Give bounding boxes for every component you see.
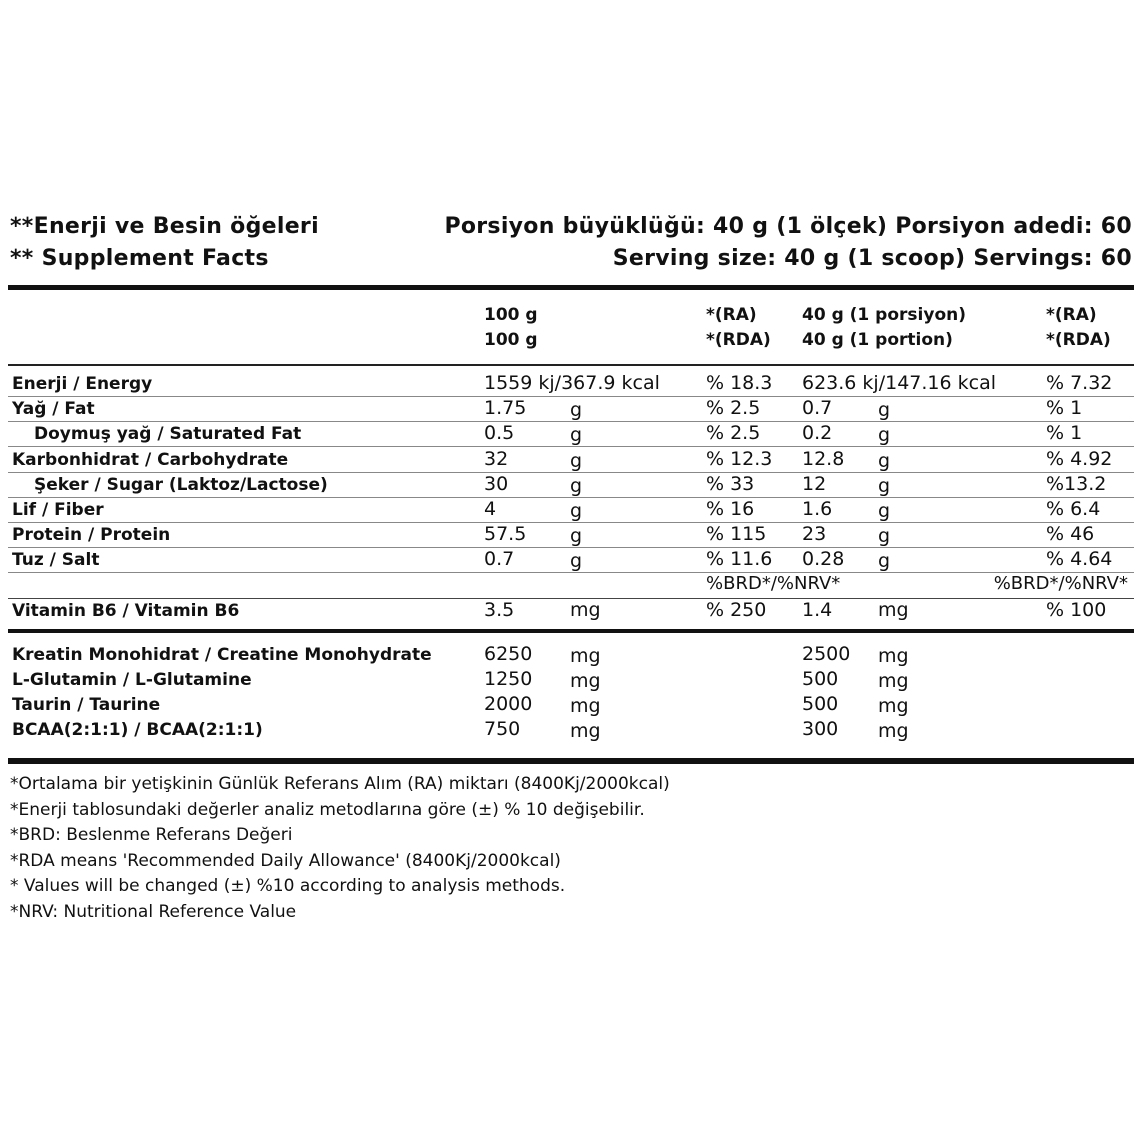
- nutrient-value-portion: 623.6 kj/147.16 kcal: [802, 372, 997, 394]
- nutrient-unit-portion: g: [878, 500, 891, 522]
- vitamin-ra-100g: % 250: [706, 599, 767, 621]
- row-divider: [8, 522, 1134, 523]
- nutrient-unit-portion: g: [878, 449, 891, 472]
- ingredient-unit-portion: mg: [878, 645, 909, 667]
- per100-en: 100 g: [484, 330, 538, 350]
- nutrient-label: Doymuş yağ / Saturated Fat: [34, 424, 302, 445]
- footnote-line: * Values will be changed (±) %10 according to analysis methods.: [10, 876, 566, 896]
- nutrient-ra-100g: % 18.3: [706, 372, 773, 394]
- nutrient-ra-100g: % 11.6: [706, 548, 773, 571]
- nutrient-unit-100g: g: [570, 525, 583, 548]
- nutrient-unit-100g: g: [570, 449, 583, 472]
- nutrient-unit-portion: g: [878, 474, 891, 497]
- nutrient-unit-100g: g: [570, 474, 583, 497]
- vitamin-unit-100g: mg: [570, 599, 601, 621]
- ingredient-unit-100g: mg: [570, 720, 601, 742]
- ingredient-value-portion: 300: [802, 718, 839, 740]
- nutrient-ra-100g: % 33: [706, 472, 755, 495]
- nutrient-value-portion: 1.6: [802, 498, 833, 520]
- nutrient-ra-100g: % 2.5: [706, 397, 761, 420]
- nrv-header-left: %BRD*/%NRV*: [706, 573, 841, 594]
- column-header-ra-portion: [1046, 303, 1111, 353]
- footnote-line: *Ortalama bir yetişkinin Günlük Referans Alım (RA) miktarı (8400Kj/2000kcal): [10, 774, 670, 794]
- ingredient-value-100g: 2000: [484, 693, 533, 715]
- column-header-ra: [706, 303, 771, 353]
- nutrient-unit-100g: g: [570, 424, 583, 447]
- ra2-en: *(RDA): [1046, 330, 1111, 350]
- portion-en: 40 g (1 portion): [802, 330, 953, 350]
- serving-info-en: Serving size: 40 g (1 scoop) Servings: 60: [612, 246, 1132, 271]
- nutrient-label: Protein / Protein: [12, 525, 171, 546]
- serving-info-tr: Porsiyon büyüklüğü: 40 g (1 ölçek) Porsiyon adedi: 60: [444, 214, 1132, 239]
- nutrient-ra-portion: % 1: [1046, 422, 1083, 445]
- ingredient-value-100g: 6250: [484, 643, 533, 665]
- ingredient-unit-portion: mg: [878, 720, 909, 742]
- row-divider: [8, 497, 1134, 498]
- footnote-line: *RDA means 'Recommended Daily Allowance' (8400Kj/2000kcal): [10, 850, 561, 871]
- vitamin-value-100g: 3.5: [484, 599, 515, 621]
- nutrient-unit-portion: g: [878, 399, 891, 422]
- ingredient-value-100g: 1250: [484, 668, 533, 690]
- title-en: ** Supplement Facts: [10, 246, 269, 271]
- nutrient-value-100g: 30: [484, 472, 509, 495]
- nutrient-ra-100g: % 2.5: [706, 422, 761, 445]
- nutrient-value-portion: 12: [802, 472, 827, 495]
- nutrient-label: Karbonhidrat / Carbohydrate: [12, 449, 289, 470]
- column-header-per100: [484, 303, 538, 353]
- nutrient-label: Tuz / Salt: [12, 550, 100, 571]
- footnote-line: *NRV: Nutritional Reference Value: [10, 901, 297, 922]
- vitamin-ra-portion: % 100: [1046, 599, 1107, 621]
- nutrient-unit-portion: g: [878, 550, 891, 573]
- vitamin-bottom-divider: [8, 629, 1134, 633]
- footnote-line: *Enerji tablosundaki değerler analiz metodlarına göre (±) % 10 değişebilir.: [10, 799, 645, 820]
- nutrient-value-100g: 0.7: [484, 548, 515, 571]
- nutrient-unit-100g: g: [570, 399, 583, 422]
- nutrient-value-100g: 0.5: [484, 422, 515, 445]
- nutrient-value-100g: 1.75: [484, 397, 527, 420]
- table-bottom-divider: [8, 758, 1134, 764]
- row-divider: [8, 446, 1134, 447]
- nutrient-label: Enerji / Energy: [12, 374, 153, 394]
- column-header-divider: [8, 364, 1134, 366]
- nutrient-ra-portion: % 7.32: [1046, 372, 1113, 394]
- footnote-line: *BRD: Beslenme Referans Değeri: [10, 825, 293, 845]
- row-divider: [8, 396, 1134, 397]
- nutrient-label: Lif / Fiber: [12, 500, 104, 520]
- nutrient-ra-portion: % 46: [1046, 523, 1095, 546]
- ingredient-label: Taurin / Taurine: [12, 695, 161, 715]
- nrv-header-right: %BRD*/%NRV*: [993, 573, 1128, 594]
- ingredient-label: BCAA(2:1:1) / BCAA(2:1:1): [12, 720, 263, 740]
- ingredient-unit-portion: mg: [878, 670, 909, 692]
- row-divider: [8, 421, 1134, 422]
- ingredient-label: L-Glutamin / L-Glutamine: [12, 670, 252, 690]
- nutrient-ra-portion: % 6.4: [1046, 498, 1101, 520]
- nutrient-value-100g: 57.5: [484, 523, 527, 546]
- ingredient-unit-100g: mg: [570, 645, 601, 667]
- vitamin-unit-portion: mg: [878, 599, 909, 621]
- nutrient-unit-100g: g: [570, 550, 583, 573]
- nutrient-value-100g: 4: [484, 498, 497, 520]
- ingredient-unit-100g: mg: [570, 670, 601, 692]
- nutrient-unit-portion: g: [878, 525, 891, 548]
- vitamin-value-portion: 1.4: [802, 599, 833, 621]
- nutrient-ra-100g: % 115: [706, 523, 767, 546]
- nutrient-value-portion: 23: [802, 523, 827, 546]
- row-divider: [8, 472, 1134, 473]
- vitamin-label: Vitamin B6 / Vitamin B6: [12, 601, 240, 621]
- ingredient-value-portion: 500: [802, 668, 839, 690]
- nutrient-label: Yağ / Fat: [12, 399, 95, 420]
- nutrient-ra-100g: % 12.3: [706, 447, 773, 470]
- nutrient-value-portion: 0.28: [802, 548, 845, 571]
- header-divider: [8, 285, 1134, 290]
- nutrient-unit-100g: g: [570, 500, 583, 522]
- ingredient-value-portion: 2500: [802, 643, 851, 665]
- nutrient-value-portion: 0.2: [802, 422, 833, 445]
- nutrient-value-100g: 32: [484, 447, 509, 470]
- nutrient-unit-portion: g: [878, 424, 891, 447]
- nutrient-ra-portion: % 1: [1046, 397, 1083, 420]
- nutrient-value-portion: 0.7: [802, 397, 833, 420]
- portion-tr: 40 g (1 porsiyon): [802, 305, 966, 325]
- nutrient-label: Şeker / Sugar (Laktoz/Lactose): [34, 474, 328, 495]
- nutrient-value-portion: 12.8: [802, 447, 845, 470]
- nutrient-ra-portion: %13.2: [1046, 472, 1107, 495]
- row-divider: [8, 572, 1134, 573]
- nutrient-ra-portion: % 4.64: [1046, 548, 1113, 571]
- nutrient-ra-portion: % 4.92: [1046, 447, 1113, 470]
- ra-tr: *(RA): [706, 305, 757, 325]
- ra-en: *(RDA): [706, 330, 771, 350]
- ingredient-value-100g: 750: [484, 718, 521, 740]
- title-tr: **Enerji ve Besin öğeleri: [10, 214, 319, 239]
- ingredient-value-portion: 500: [802, 693, 839, 715]
- ingredient-unit-portion: mg: [878, 695, 909, 717]
- nutrient-ra-100g: % 16: [706, 498, 755, 520]
- ingredient-label: Kreatin Monohidrat / Creatine Monohydrate: [12, 645, 432, 665]
- per100-tr: 100 g: [484, 305, 538, 325]
- column-header-portion: [802, 303, 966, 353]
- row-divider: [8, 547, 1134, 548]
- ingredient-unit-100g: mg: [570, 695, 601, 717]
- nutrient-value-100g: 1559 kj/367.9 kcal: [484, 372, 660, 394]
- ra2-tr: *(RA): [1046, 305, 1097, 325]
